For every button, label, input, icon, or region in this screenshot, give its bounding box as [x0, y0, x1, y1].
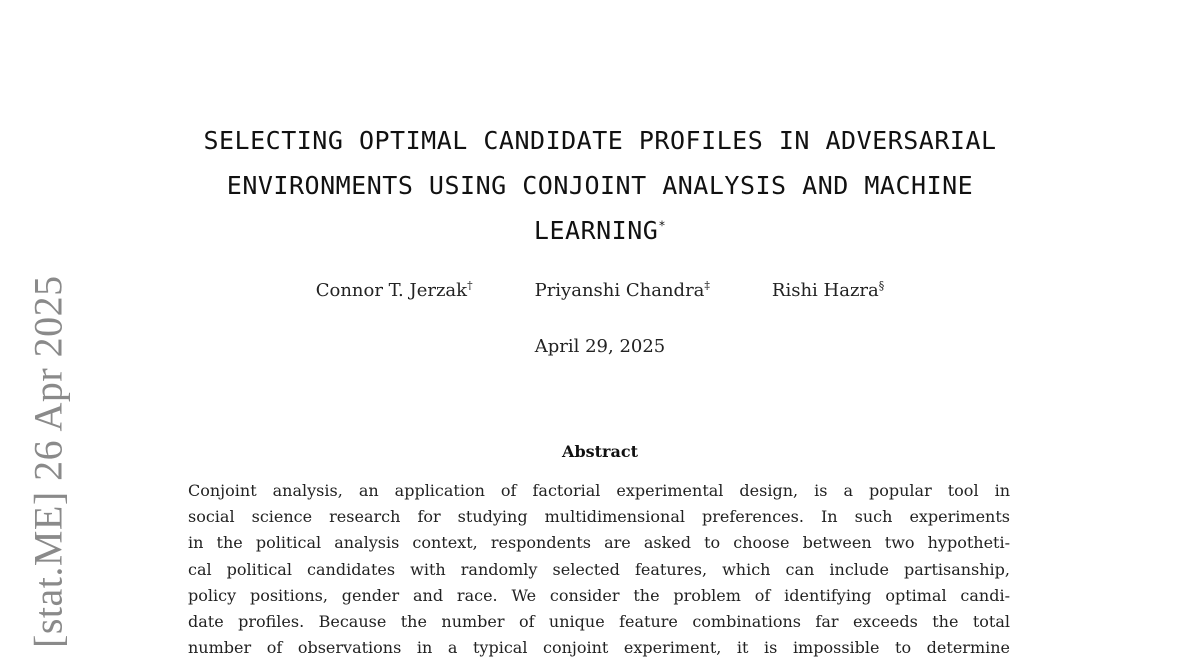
abstract-body	[188, 478, 1010, 661]
author-footnote-mark: §	[878, 279, 885, 292]
author-footnote-mark: ‡	[704, 279, 710, 292]
author-name: Rishi Hazra	[771, 280, 879, 301]
abstract-heading: Abstract	[562, 442, 638, 461]
publication-date: April 29, 2025	[534, 336, 666, 357]
title-line-3: LEARNING	[533, 216, 659, 245]
arxiv-identifier-stamp	[0, 0, 100, 648]
abstract-line: policy positions, gender and race. We consider the problem of identifying optimal candi-	[188, 585, 1010, 605]
abstract-line: cal political candidates with randomly selected features, which can include partisanship,	[188, 559, 1010, 579]
abstract-line: in the political analysis context, respondents are asked to choose between two hypotheti-	[188, 533, 1010, 553]
abstract-line: Conjoint analysis, an application of factorial experimental design, is a popular tool in	[188, 481, 1010, 500]
author	[772, 280, 884, 301]
abstract-line: date profiles. Because the number of unique feature combinations far exceeds the total	[188, 612, 1010, 632]
title-line-1: SELECTING OPTIMAL CANDIDATE PROFILES IN ADVERSARIAL	[203, 126, 997, 155]
abstract-line: number of observations in a typical conjoint experiment, it is impossible to determine	[188, 638, 1010, 658]
author-name: Priyanshi Chandra	[534, 280, 705, 301]
paper-title	[150, 118, 1050, 253]
title-footnote-mark: *	[658, 218, 667, 233]
arxiv-stamp-text: [stat.ME] 26 Apr 2025	[25, 275, 71, 648]
author-list	[0, 280, 1200, 301]
author	[535, 280, 710, 301]
author-name: Connor T. Jerzak	[315, 280, 468, 301]
abstract-line: social science research for studying multidimensional preferences. In such experiments	[188, 507, 1010, 527]
author-footnote-mark: †	[467, 279, 473, 292]
author	[316, 280, 473, 301]
title-line-2: ENVIRONMENTS USING CONJOINT ANALYSIS AND MACHINE	[226, 171, 974, 200]
